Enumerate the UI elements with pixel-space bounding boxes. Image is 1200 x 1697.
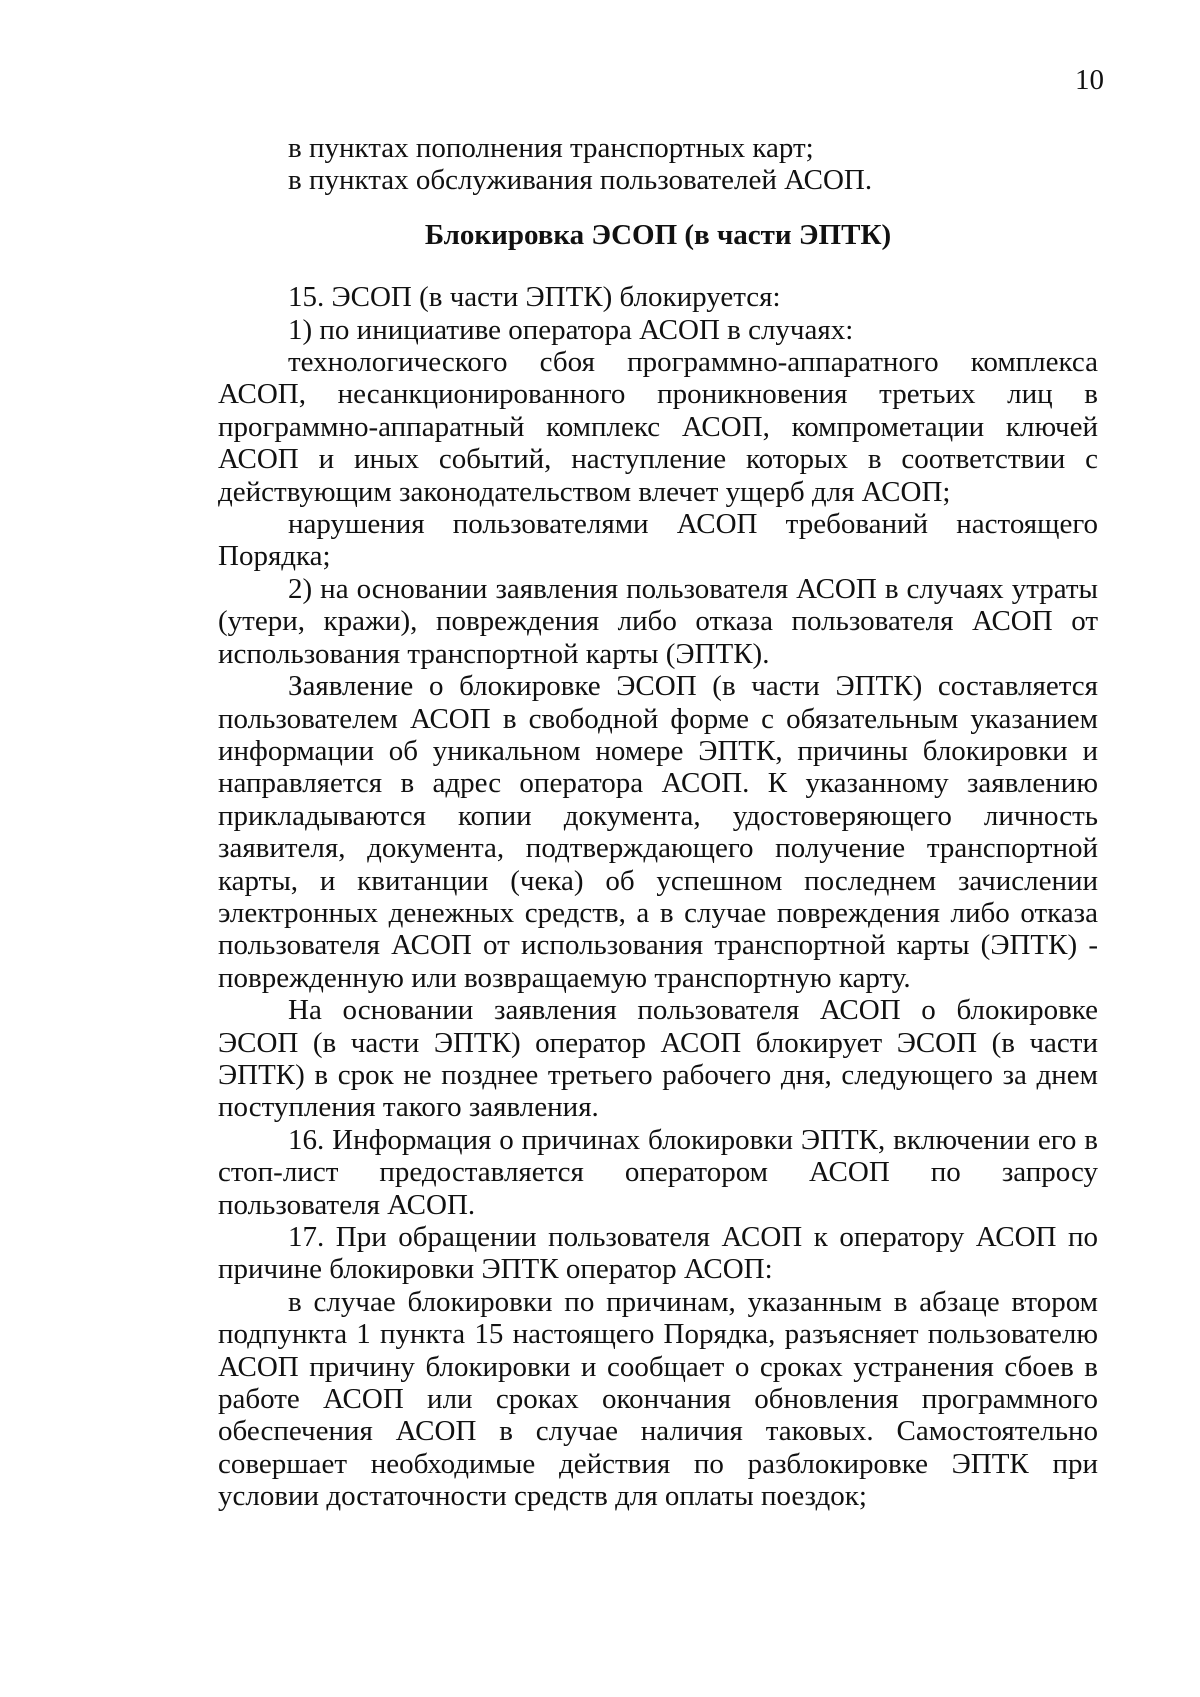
paragraph-item-17: 17. При обращении пользователя АСОП к оператору АСОП по причине блокировки ЭПТК оператор АСОП: — [218, 1221, 1098, 1286]
intro-line: в пунктах обслуживания пользователей АСОП. — [288, 164, 873, 197]
paragraph-item-16: 16. Информация о причинах блокировки ЭПТК, включении его в стоп-лист предоставляется оператором АСОП по запросу пользователя АСОП. — [218, 1123, 1098, 1221]
paragraph-blocking-reasons: в случае блокировки по причинам, указанным в абзаце втором подпункта 1 пункта 15 настоящего Порядка, разъясняет пользователю АСОП причину блокировки и сообщает о сроках устранения сбоев в работе АСОП или сроках окончания обновления программного обеспечения АСОП в случае наличия таковых. Самостоятельно совершает необходимые действия по разблокировке ЭПТК при условии достаточности средств для оплаты поездок; — [218, 1285, 1098, 1513]
paragraph-item-15: 15. ЭСОП (в части ЭПТК) блокируется: — [288, 281, 781, 314]
page-number: 10 — [1075, 64, 1104, 96]
paragraph-application: Заявление о блокировке ЭСОП (в части ЭПТК) составляется пользователем АСОП в свободной форме с обязательным указанием информации об уникальном номере ЭПТК, причины блокировки и направляется в адрес оператора АСОП. К указанному заявлению прикладываются копии документа, удостоверяющего личность заявителя, документа, подтверждающего получение транспортной карты, и квитанции (чека) об успешном последнем зачислении электронных денежных средств, а в случае повреждения либо отказа пользователя АСОП от использования транспортной карты (ЭПТК) - поврежденную или возвращаемую транспортную карту. — [218, 670, 1098, 994]
paragraph-tech-failure: технологического сбоя программно-аппаратного комплекса АСОП, несанкционированного проникновения третьих лиц в программно-аппаратный комплекс АСОП, компрометации ключей АСОП и иных событий, наступление которых в соответствии с действующим законодательством влечет ущерб для АСОП; — [218, 346, 1098, 508]
paragraph-subitem-2: 2) на основании заявления пользователя АСОП в случаях утраты (утери, кражи), повреждения либо отказа пользователя АСОП от использования транспортной карты (ЭПТК). — [218, 572, 1098, 670]
paragraph-subitem-1: 1) по инициативе оператора АСОП в случаях: — [288, 313, 854, 346]
paragraph-blocking-term: На основании заявления пользователя АСОП о блокировке ЭСОП (в части ЭПТК) оператор АСОП блокирует ЭСОП (в части ЭПТК) в срок не позднее третьего рабочего дня, следующего за днем поступления такого заявления. — [218, 994, 1098, 1124]
paragraph-violation: нарушения пользователями АСОП требований настоящего Порядка; — [218, 508, 1098, 573]
document-body — [218, 132, 1098, 1513]
intro-line: в пунктах пополнения транспортных карт; — [288, 132, 814, 164]
section-heading: Блокировка ЭСОП (в части ЭПТК) — [424, 218, 892, 251]
